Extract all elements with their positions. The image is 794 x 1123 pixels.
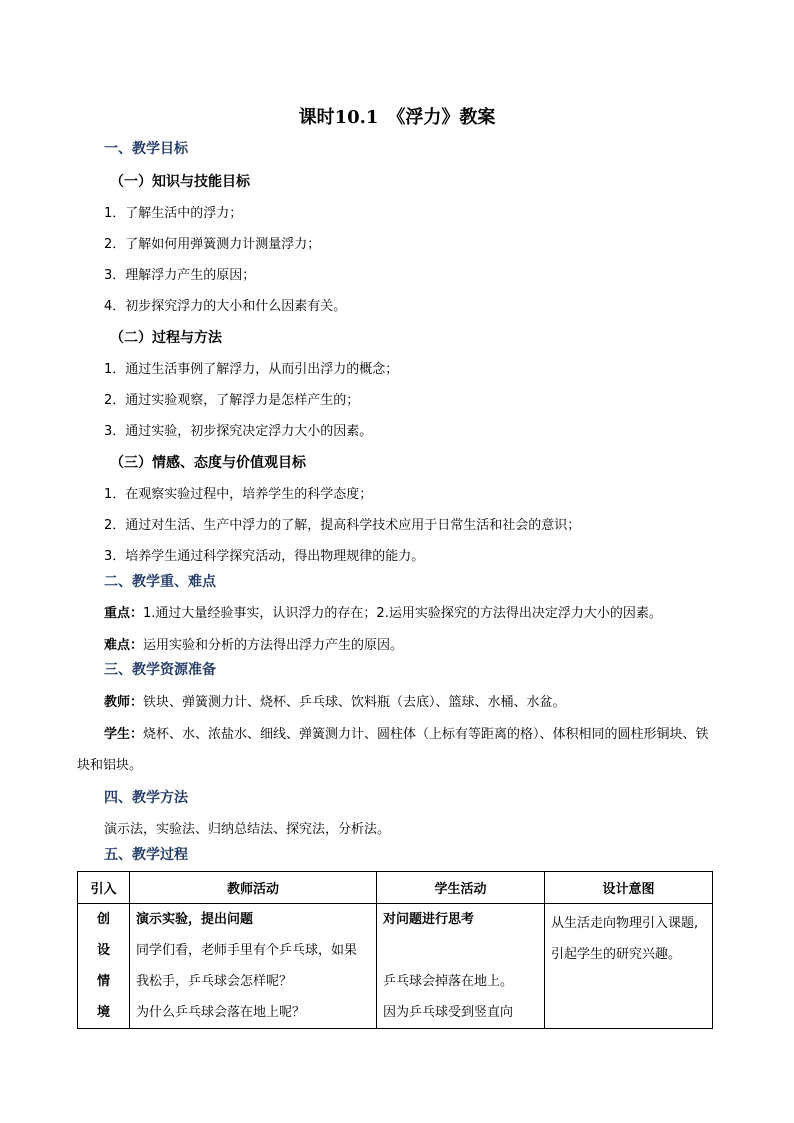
student-activity-line	[377, 935, 544, 966]
list-item: 1．通过生活事例了解浮力，从而引出浮力的概念；	[104, 362, 399, 377]
student-activity-cell	[377, 904, 545, 1029]
difficulty-paragraph	[104, 636, 403, 656]
subheading-process: （二）过程与方法	[110, 330, 222, 346]
header-student-activity: 学生活动	[377, 872, 545, 904]
teacher-resources-text: 铁块、弹簧测力计、烧杯、乒乓球、饮料瓶（去底）、篮球、水桶、水盆。	[143, 695, 566, 710]
page-title: 课时10.1 《浮力》教案	[298, 107, 496, 128]
design-intent-cell: 从生活走向物理引入课题,引起学生的研究兴趣。	[545, 904, 713, 1029]
key-point-label: 重点：	[104, 606, 144, 621]
list-item: 2．通过对生活、生产中浮力的了解，提高科学技术应用于日常生活和社会的意识；	[104, 518, 581, 533]
student-resources-paragraph	[77, 719, 717, 781]
intro-char: 境	[96, 1005, 110, 1020]
list-item: 2．了解如何用弹簧测力计测量浮力；	[104, 237, 321, 252]
header-design-intent: 设计意图	[545, 872, 713, 904]
teacher-resources-paragraph	[104, 693, 566, 713]
section-heading-process: 五、教学过程	[104, 847, 188, 863]
section-heading-key-points: 二、教学重、难点	[104, 574, 216, 590]
section-heading-methods: 四、教学方法	[104, 790, 188, 806]
student-activity-line: 乒乓球会掉落在地上。	[383, 974, 514, 989]
list-item: 2．通过实验观察，了解浮力是怎样产生的；	[104, 393, 360, 408]
teacher-activity-line: 同学们看，老师手里有个乒乓球，如果	[136, 943, 358, 958]
section-heading-objectives: 一、教学目标	[104, 141, 188, 157]
table-header-row	[78, 872, 713, 904]
intro-cell	[78, 904, 130, 1029]
intro-char: 情	[96, 974, 110, 989]
list-item: 3．通过实验，初步探究决定浮力大小的因素。	[104, 424, 373, 439]
key-point-text: 1.通过大量经验事实，认识浮力的存在；2.运用实验探究的方法得出决定浮力大小的因素。	[143, 606, 662, 621]
student-activity-line: 因为乒乓球受到竖直向	[383, 1005, 514, 1020]
teacher-activity-line: 我松手，乒乓球会怎样呢？	[136, 974, 293, 989]
student-label: 学生：	[104, 727, 144, 742]
teacher-activity-line: 演示实验，提出问题	[136, 912, 254, 927]
list-item: 1．在观察实验过程中，培养学生的科学态度；	[104, 487, 373, 502]
table-row	[78, 904, 713, 1029]
intro-char: 设	[96, 943, 110, 958]
teacher-activity-cell	[130, 904, 377, 1029]
difficulty-label: 难点：	[104, 638, 144, 653]
list-item: 3．理解浮力产生的原因；	[104, 268, 256, 283]
list-item: 1．了解生活中的浮力；	[104, 206, 243, 221]
section-heading-resources: 三、教学资源准备	[104, 662, 216, 678]
subheading-knowledge: （一）知识与技能目标	[110, 174, 250, 190]
teacher-label: 教师：	[104, 695, 144, 710]
header-teacher-activity: 教师活动	[130, 872, 377, 904]
lesson-process-table	[77, 871, 713, 1029]
subheading-attitude: （三）情感、态度与价值观目标	[110, 455, 306, 471]
key-point-paragraph	[104, 604, 662, 624]
header-intro: 引入	[78, 872, 130, 904]
difficulty-text: 运用实验和分析的方法得出浮力产生的原因。	[143, 638, 404, 653]
intro-char: 创	[96, 912, 110, 927]
student-activity-line: 对问题进行思考	[383, 912, 475, 927]
list-item: 4．初步探究浮力的大小和什么因素有关。	[104, 299, 347, 314]
methods-text: 演示法，实验法、归纳总结法、探究法，分析法。	[104, 822, 391, 837]
student-resources-text: 烧杯、水、浓盐水、细线、弹簧测力计、圆柱体（上标有等距离的格）、体积相同的圆柱形铜块、铁块和铝块。	[77, 727, 709, 773]
teacher-activity-line: 为什么乒乓球会落在地上呢？	[136, 1005, 306, 1020]
list-item: 3．培养学生通过科学探究活动，得出物理规律的能力。	[104, 549, 425, 564]
